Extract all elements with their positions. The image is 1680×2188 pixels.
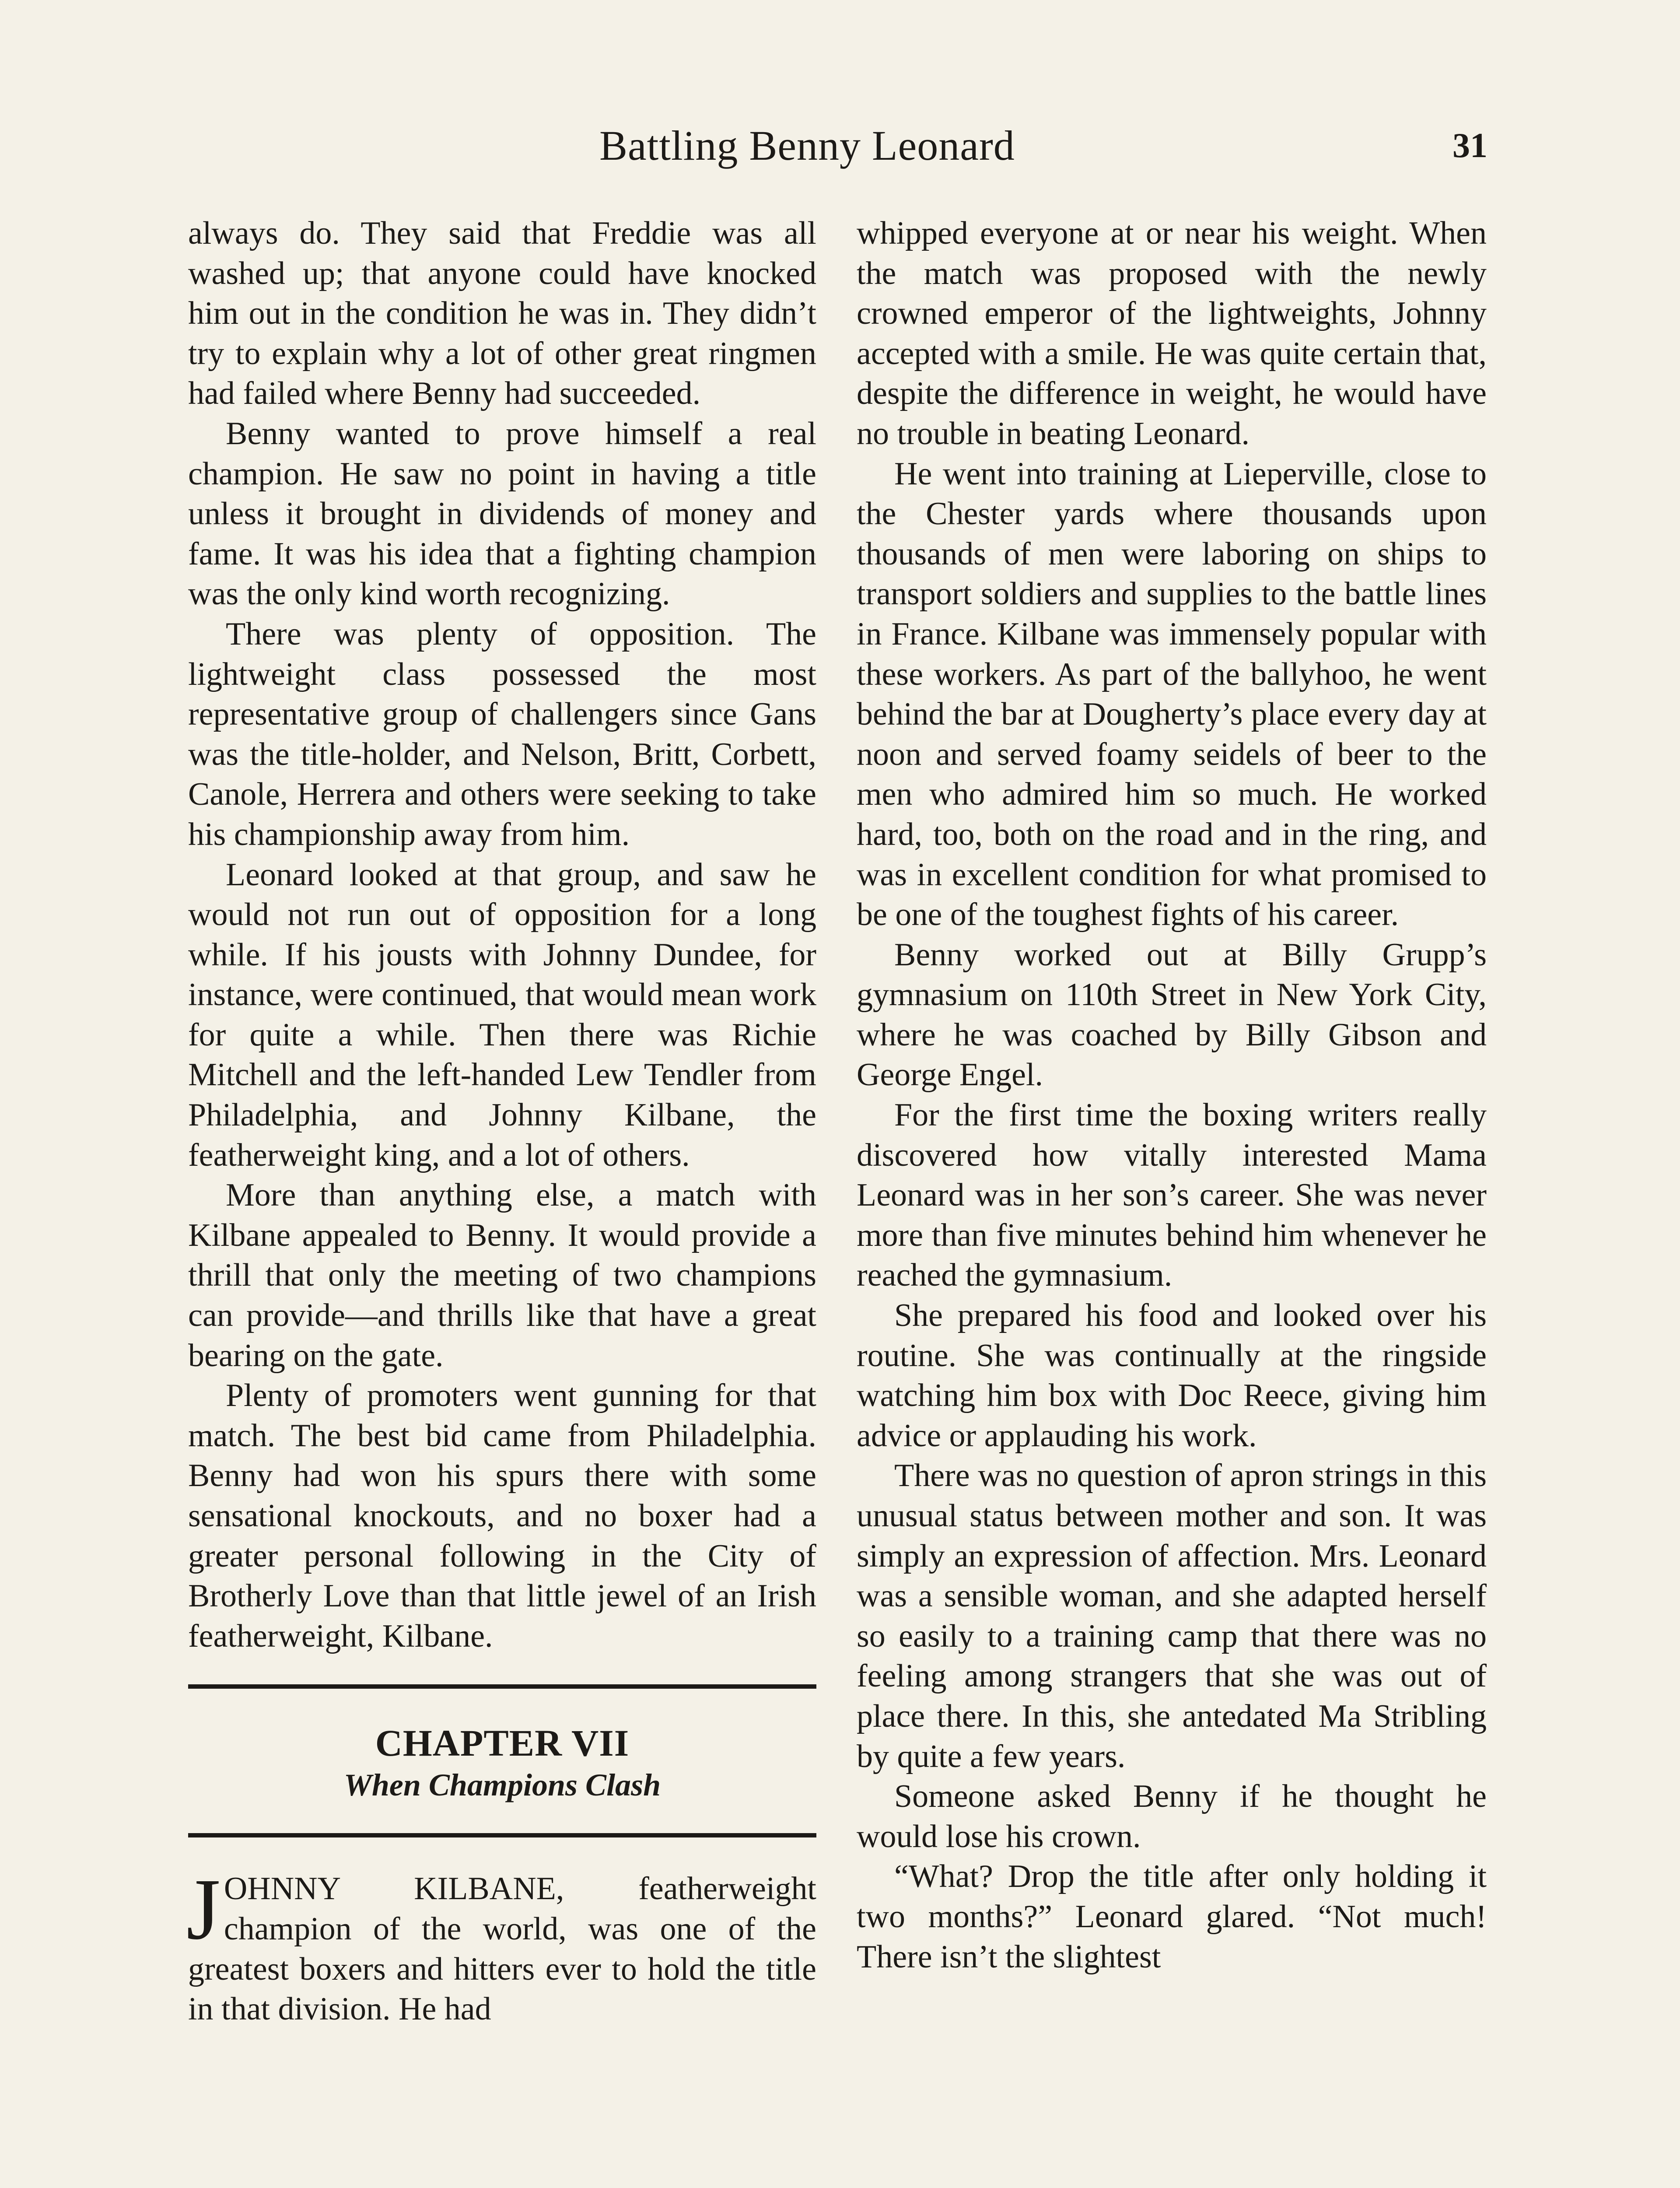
paragraph: Leonard looked at that group, and saw he would not run out of opposition for a long while. If his jousts with Johnny Dundee, for instance, were continued, that would mean work for quite a while. Then there was Richie Mitchell and the left-handed Lew Tendler from Philadelphia, and Johnny Kilbane, the featherweight king, and a lot of others. (188, 856, 816, 1173)
paragraph: She prepared his food and looked over his routine. She was continually at the ringside watching him box with Doc Reece, giving him advice or applauding his work. (857, 1297, 1487, 1454)
paragraph: For the first time the boxing writers really discovered how vitally interested Mama Leonard was in her son’s career. She was never more than five minutes behind him whenever he reached the gymnasium. (857, 1097, 1487, 1294)
chapter-divider-bottom (188, 1833, 816, 1837)
paragraph: There was plenty of opposition. The lightweight class possessed the most representative group of challengers since Gans was the title-holder, and Nelson, Britt, Corbett, Canole, Herrera and others were seeking to take his championship away from him. (188, 616, 816, 852)
running-head (0, 117, 1680, 174)
paragraph: “What? Drop the title after only holding it two months?” Leonard glared. “Not much! There isn’t the slightest (857, 1858, 1487, 1975)
paragraph: whipped everyone at or near his weight. When the match was proposed with the newly crowned emperor of the lightweights, Johnny accepted with a smile. He was quite certain that, despite the difference in weight, he would have no trouble in beating Leonard. (857, 215, 1487, 452)
drop-cap: J (186, 1861, 220, 1958)
paragraph: Benny wanted to prove himself a real champion. He saw no point in having a title unless it brought in dividends of money and fame. It was his idea that a fighting champion was the only kind worth recognizing. (188, 415, 816, 612)
paragraph: More than anything else, a match with Kilbane appealed to Benny. It would provide a thrill that only the meeting of two champions can provide—and thrills like that have a great bearing on the gate. (188, 1177, 816, 1374)
chapter-opening-paragraph (186, 1861, 816, 2029)
chapter-divider-top (188, 1684, 816, 1689)
chapter-heading: CHAPTER VII (375, 1722, 630, 1764)
chapter-subtitle: When Champions Clash (343, 1767, 661, 1803)
left-column (188, 214, 816, 2030)
page-number: 31 (1452, 126, 1488, 165)
paragraph: Benny worked out at Billy Grupp’s gymnasium on 110th Street in New York City, where he was coached by Billy Gibson and George Engel. (857, 936, 1487, 1093)
paragraph: There was no question of apron strings in this unusual status between mother and son. It was simply an expression of affection. Mrs. Leonard was a sensible woman, and she adapted herself so easily to a training camp that there was no feeling among strangers that she was out of place there. In this, she antedated Ma Stribling by quite a few years. (857, 1458, 1487, 1774)
paragraph: Someone asked Benny if he thought he would lose his crown. (857, 1778, 1487, 1855)
opening-text: OHNNY KILBANE, featherweight champion of the world, was one of the greatest boxers and hitters ever to hold the title in that division. He had (188, 1871, 816, 2027)
running-title: Battling Benny Leonard (599, 122, 1015, 169)
paragraph: always do. They said that Freddie was all washed up; that anyone could have knocked him out in the condition he was in. They didn’t try to explain why a lot of other great ringmen had failed where Benny had succeeded. (188, 215, 816, 412)
paragraph: Plenty of promoters went gunning for that match. The best bid came from Philadelphia. Benny had won his spurs there with some sensational knockouts, and no boxer had a greater personal following in the City of Brotherly Love than that little jewel of an Irish featherweight, Kilbane. (188, 1378, 816, 1654)
paragraph: He went into training at Lieperville, close to the Chester yards where thousands upon thousands of men were laboring on ships to transport soldiers and supplies to the battle lines in France. Kilbane was immensely popular with these workers. As part of the ballyhoo, he went behind the bar at Dougherty’s place every day at noon and served foamy seidels of beer to the men who admired him so much. He worked hard, too, both on the road and in the ring, and was in excellent condition for what promised to be one of the toughest fights of his career. (857, 456, 1487, 933)
right-column (857, 214, 1487, 1977)
